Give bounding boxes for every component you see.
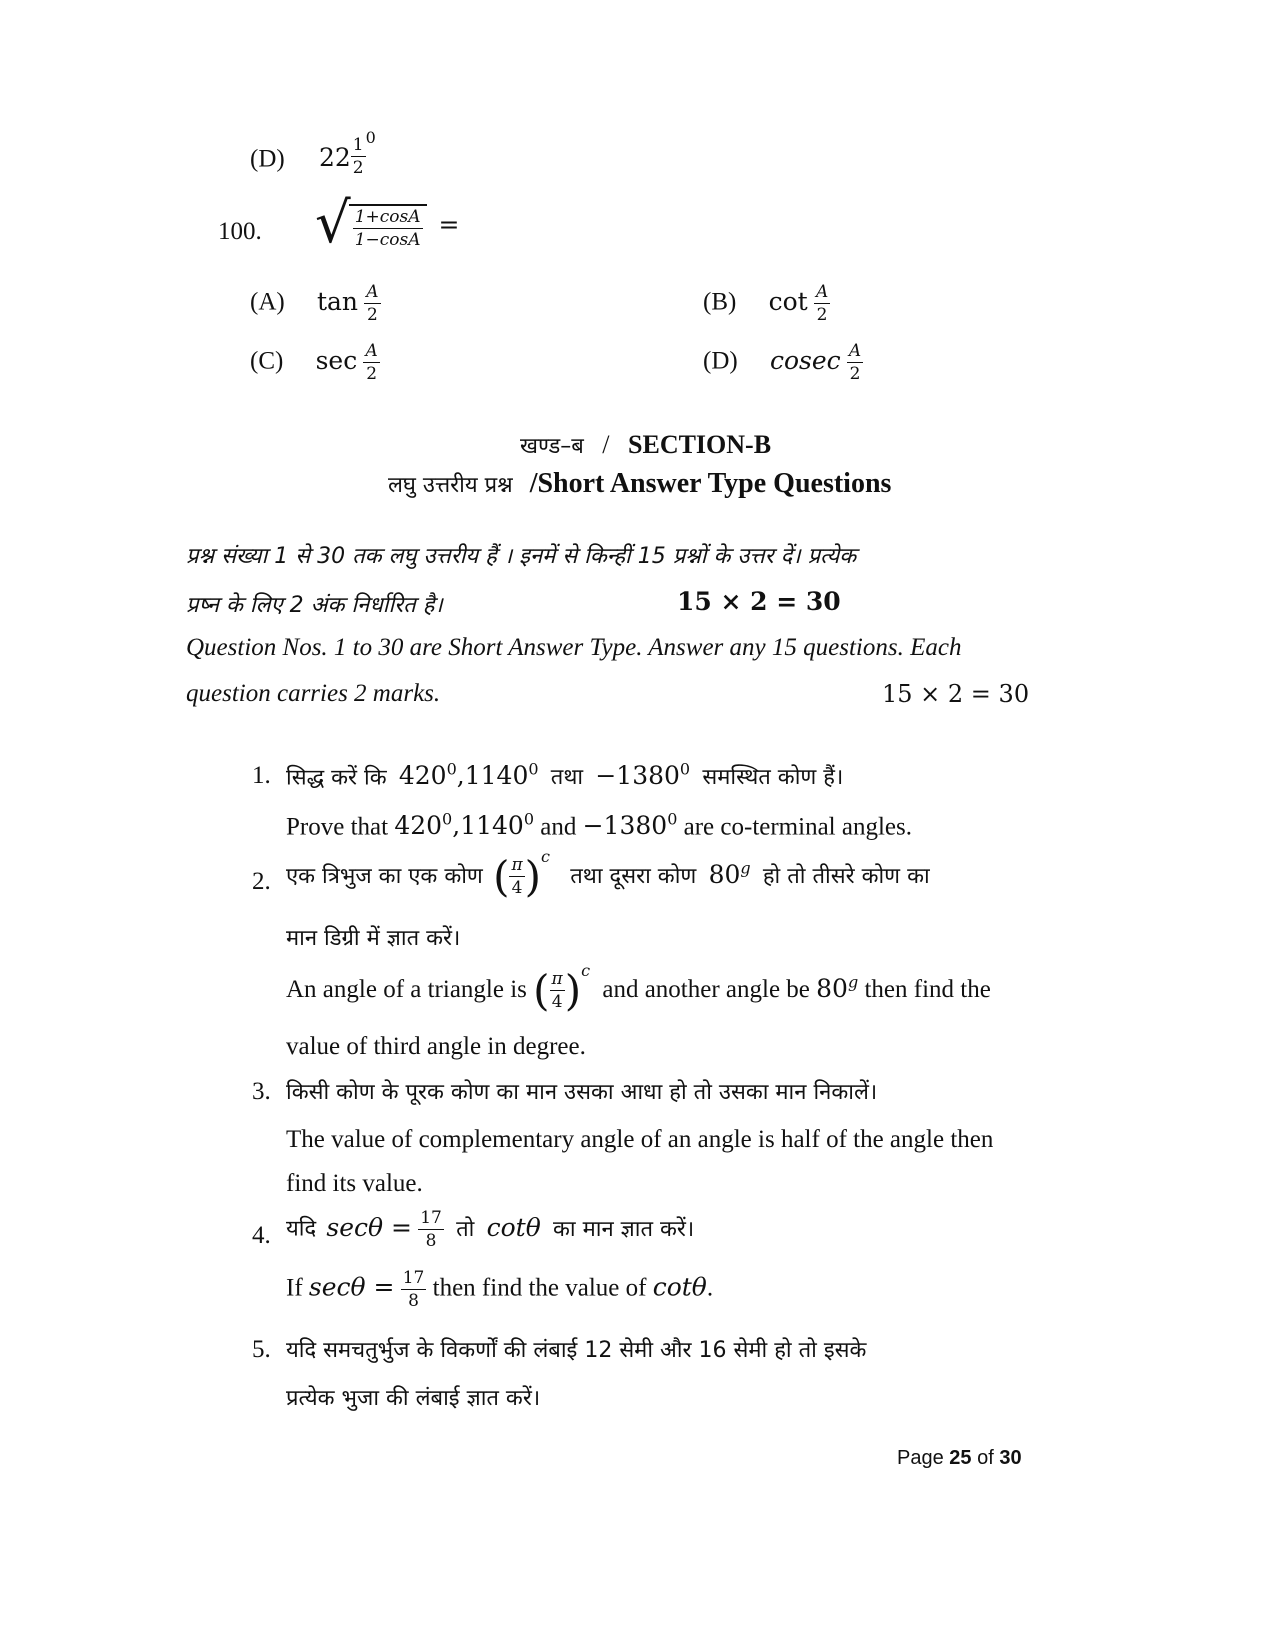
fraction-numerator: 1+cosA [354, 207, 421, 227]
fraction-denominator: 2 [367, 305, 378, 325]
option-func: tan [316, 286, 359, 316]
option-value [318, 128, 376, 178]
text: are co-terminal angles. [683, 813, 912, 841]
instructions-english-line1: Question Nos. 1 to 30 are Short Answer Type. Answer any 15 questions. Each [186, 634, 962, 661]
text: समस्थित कोण हैं। [702, 765, 844, 791]
fraction-denominator: 1−cosA [354, 230, 421, 250]
radian-superscript: c [541, 846, 551, 866]
option-func: cot [768, 286, 808, 316]
text: तथा दूसरा कोण [570, 864, 697, 889]
text: सिद्ध करें कि [286, 765, 387, 791]
fraction-denominator: 2 [366, 364, 378, 384]
option-label: (B) [703, 288, 737, 316]
text: का मान ज्ञात करें। [553, 1216, 695, 1242]
fraction-numerator: π [511, 854, 523, 875]
fraction-numerator: π [551, 968, 563, 989]
instructions-hindi-marks: 15 × 2 = 30 [677, 587, 841, 616]
fraction-denominator: 8 [408, 1291, 419, 1311]
text: then find the value of [432, 1274, 647, 1302]
question-2-english-line1 [286, 960, 991, 1015]
q100-expression [315, 191, 460, 256]
question-1-number: 1. [252, 762, 271, 789]
section-subtitle-hindi: लघु उत्तरीय प्रश्न [388, 473, 513, 498]
instructions-hindi-line1: प्रश्न संख्या 1 से 30 तक लघु उत्तरीय हैं । इनमें से किन्हीं 15 प्रश्नों के उत्तर दें। प्रत्येक [186, 544, 857, 569]
degree-superscript: 0 [667, 810, 678, 829]
equals-sign: = [438, 209, 460, 239]
angle-pi-by-4: ( $\frac{\pi}{4}$ )$^c$ [493, 846, 551, 901]
instructions-english-marks: 15 × 2 = 30 [882, 680, 1030, 708]
question-1-hindi: सिद्ध करें कि $420^0,1140^0$ तथा $-1380^0$ समस्थित कोण हैं। [286, 760, 844, 791]
question-4-number: 4. [252, 1222, 271, 1249]
angle-value: 80 [708, 860, 741, 889]
degree-superscript: 0 [365, 128, 376, 147]
sec-theta: secθ = [308, 1272, 395, 1302]
question-4-hindi [286, 1210, 694, 1250]
question-5-hindi-line2: प्रत्येक भुजा की लंबाई ज्ञात करें। [286, 1386, 541, 1411]
angle-value: −1380 [595, 761, 680, 791]
angle-value: 420 [394, 811, 443, 841]
q100-option-b [703, 284, 830, 324]
angle-value: −1380 [582, 811, 668, 841]
question-2-number: 2. [252, 868, 271, 895]
angle-pi-by-4: ( $\frac{\pi}{4}$ )$^c$ [533, 960, 591, 1015]
q99-option-d [250, 128, 376, 178]
whole-part: 22 [318, 143, 351, 173]
grade-superscript: g [740, 858, 751, 878]
fraction-denominator: 4 [511, 877, 523, 898]
angle-value: 1140 [464, 761, 529, 791]
text: If [286, 1274, 303, 1302]
sec-theta: secθ = [326, 1212, 412, 1242]
instructions-hindi-line2: प्रष्न के लिए 2 अंक निर्धारित है। [186, 593, 443, 618]
q100-option-d [703, 343, 863, 383]
radicand [349, 204, 427, 249]
question-5-hindi-line1: यदि समचतुर्भुज के विकर्णों की लंबाई 12 सेमी और 16 सेमी हो तो इसके [286, 1338, 867, 1363]
option-label: (D) [703, 347, 738, 375]
fraction-denominator: 2 [849, 364, 861, 384]
question-3-english-line2: find its value. [286, 1170, 423, 1197]
fraction-denominator: 2 [352, 157, 364, 178]
fraction-numerator: A [366, 282, 379, 302]
option-func: cosec [769, 345, 841, 375]
question-5-number: 5. [252, 1336, 271, 1363]
angle-value: 420 [398, 761, 447, 791]
fraction-denominator: 8 [425, 1231, 437, 1251]
page-total: 30 [999, 1447, 1022, 1469]
option-func: sec [315, 345, 358, 375]
question-3-number: 3. [252, 1078, 271, 1105]
question-3-english-line1: The value of complementary angle of an angle is half of the angle then [286, 1126, 994, 1153]
fraction-numerator: 1 [352, 134, 364, 155]
question-1-english: Prove that $420^0,1140^0$ and $-1380^0$ are co-terminal angles. [286, 810, 912, 841]
text: हो तो तीसरे कोण का [762, 864, 930, 889]
q100-option-c [250, 343, 380, 383]
question-2-hindi-line2: मान डिग्री में ज्ञात करें। [286, 926, 461, 951]
text: Prove that [286, 813, 389, 841]
text: तथा [550, 765, 584, 791]
text: यदि [286, 1216, 317, 1242]
fraction-numerator: 17 [402, 1268, 425, 1288]
text: एक त्रिभुज का एक कोण [286, 864, 483, 889]
square-root [315, 191, 427, 256]
angle-value: 80 [816, 974, 848, 1003]
fraction-numerator: A [365, 341, 378, 361]
degree-superscript: 0 [523, 810, 534, 829]
degree-superscript: 0 [679, 760, 691, 779]
option-label: (A) [250, 288, 285, 316]
radical-sign: √ [315, 191, 351, 256]
angle-value: 1140 [460, 811, 524, 841]
fraction-numerator: A [815, 282, 829, 302]
section-subtitle-english: /Short Answer Type Questions [529, 468, 892, 499]
fraction-numerator: A [848, 341, 862, 361]
text: An angle of a triangle is [286, 976, 527, 1003]
text: and [540, 813, 577, 841]
grade-superscript: g [847, 972, 859, 992]
question-3-hindi: किसी कोण के पूरक कोण का मान उसका आधा हो तो उसका मान निकालें। [286, 1080, 878, 1105]
text: . [706, 1274, 714, 1302]
question-2-english-line2: value of third angle in degree. [286, 1033, 586, 1060]
instructions-english-line2: question carries 2 marks. [186, 680, 441, 707]
page-number [897, 1447, 1022, 1470]
section-title [520, 430, 771, 460]
section-title-slash: / [602, 430, 610, 459]
section-title-english: SECTION-B [628, 430, 772, 459]
question-2-hindi-line1 [286, 846, 930, 901]
cot-theta: cotθ [652, 1272, 707, 1302]
text: तो [456, 1216, 475, 1242]
page-prefix: Page [897, 1447, 944, 1469]
cot-theta: cotθ [486, 1212, 541, 1242]
question-4-english [286, 1270, 713, 1310]
text: and another angle be [602, 976, 810, 1003]
section-subtitle [388, 468, 891, 500]
fraction-denominator: 4 [551, 991, 563, 1012]
fraction-numerator: 17 [420, 1208, 442, 1228]
fraction-denominator: 2 [816, 305, 828, 325]
page-current: 25 [949, 1447, 972, 1469]
text: then find the [864, 976, 991, 1003]
q100-number: 100. [218, 218, 262, 245]
page-of: of [977, 1447, 994, 1469]
section-title-hindi: खण्ड–ब [520, 434, 584, 459]
degree-superscript: 0 [528, 760, 539, 779]
option-label: (D) [250, 145, 285, 173]
option-label: (C) [250, 347, 284, 375]
radian-superscript: c [581, 960, 591, 980]
degree-superscript: 0 [442, 810, 453, 829]
q100-option-a [250, 284, 381, 324]
degree-superscript: 0 [446, 760, 457, 779]
